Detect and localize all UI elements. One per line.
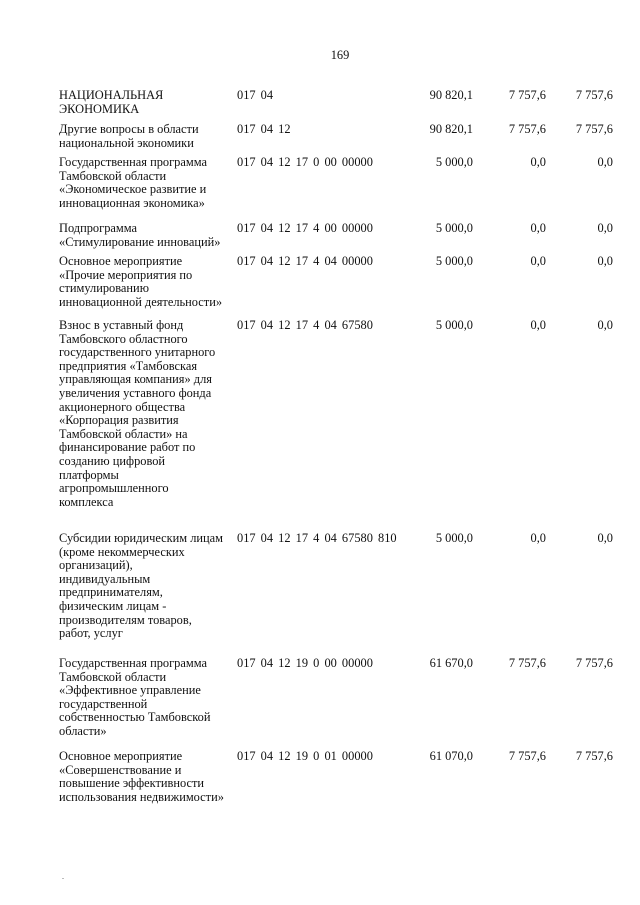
row-value-3: 0,0 [597, 318, 613, 332]
row-amount: 61 670,0 [429, 656, 473, 670]
row-code: 017 04 12 17 0 00 00000 [237, 155, 373, 169]
row-code: 017 04 12 17 4 04 67580 [237, 318, 373, 332]
row-value-2: 0,0 [530, 318, 546, 332]
row-value-3: 7 757,6 [575, 749, 613, 763]
row-code: 017 04 12 17 4 04 67580 810 [237, 531, 397, 545]
row-value-2: 0,0 [530, 531, 546, 545]
row-name: НАЦИОНАЛЬНАЯ ЭКОНОМИКА [59, 88, 164, 116]
row-value-3: 7 757,6 [575, 88, 613, 102]
row-name: Другие вопросы в области национальной экономики [59, 122, 199, 150]
row-amount: 61 070,0 [429, 749, 473, 763]
row-name: Основное мероприятие «Совершенствование и повышение эффективности использования недвижимости» [59, 749, 224, 804]
row-amount: 90 820,1 [429, 88, 473, 102]
row-value-2: 7 757,6 [508, 122, 546, 136]
row-name: Государственная программа Тамбовской области «Эффективное управление государственной собственностью Тамбовской области» [59, 656, 211, 738]
row-amount: 5 000,0 [435, 221, 473, 235]
row-value-3: 7 757,6 [575, 122, 613, 136]
row-value-3: 0,0 [597, 254, 613, 268]
row-value-3: 0,0 [597, 531, 613, 545]
row-value-2: 0,0 [530, 221, 546, 235]
row-amount: 5 000,0 [435, 318, 473, 332]
scan-speck [62, 878, 64, 879]
row-value-3: 0,0 [597, 221, 613, 235]
row-amount: 5 000,0 [435, 254, 473, 268]
row-amount: 5 000,0 [435, 155, 473, 169]
row-name: Подпрограмма «Стимулирование инноваций» [59, 221, 221, 249]
row-name: Взнос в уставный фонд Тамбовского областного государственного унитарного предприятия «Тамбовская управляющая компания» для увеличения уставного фонда акционерного общества «Корпорация развития Тамбовской области» на финансирование работ по созданию цифровой платформы агропромышленного комплекса [59, 318, 216, 509]
row-value-3: 0,0 [597, 155, 613, 169]
row-code: 017 04 12 19 0 01 00000 [237, 749, 373, 763]
row-value-2: 7 757,6 [508, 88, 546, 102]
page-number: 169 [330, 48, 350, 62]
row-code: 017 04 12 17 4 00 00000 [237, 221, 373, 235]
row-name: Основное мероприятие «Прочие мероприятия по стимулированию инновационной деятельности» [59, 254, 223, 309]
row-value-2: 7 757,6 [508, 749, 546, 763]
row-code: 017 04 12 [237, 122, 291, 136]
row-name: Субсидии юридическим лицам (кроме некоммерческих организаций), индивидуальным предпринимателям, физическим лицам - производителям товаров, работ, услуг [59, 531, 224, 641]
row-name: Государственная программа Тамбовской области «Экономическое развитие и инновационная экономика» [59, 155, 207, 210]
row-value-3: 7 757,6 [575, 656, 613, 670]
row-amount: 5 000,0 [435, 531, 473, 545]
row-value-2: 0,0 [530, 155, 546, 169]
row-value-2: 0,0 [530, 254, 546, 268]
row-amount: 90 820,1 [429, 122, 473, 136]
row-value-2: 7 757,6 [508, 656, 546, 670]
row-code: 017 04 [237, 88, 274, 102]
row-code: 017 04 12 17 4 04 00000 [237, 254, 373, 268]
row-code: 017 04 12 19 0 00 00000 [237, 656, 373, 670]
